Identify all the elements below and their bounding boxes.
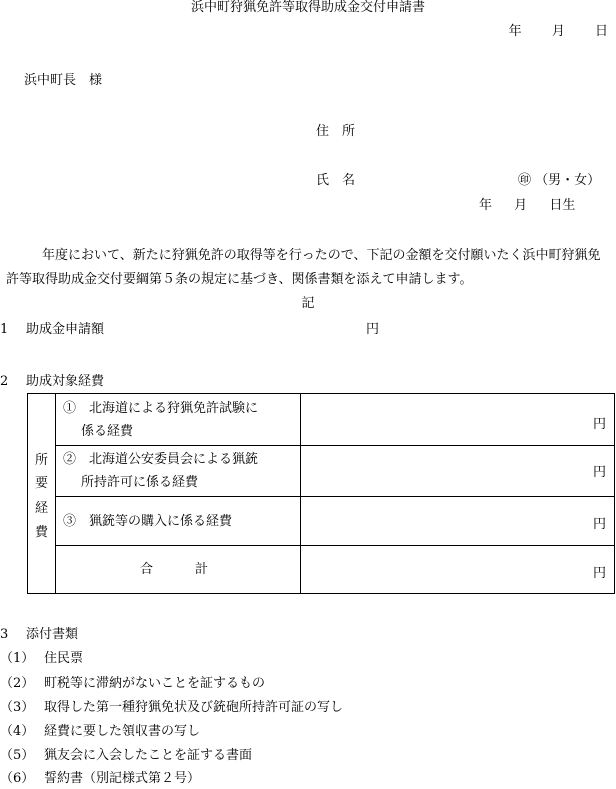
expense-item-line: ① 北海道による狩猟免許試験に [63, 401, 259, 416]
date-year: 年 [508, 24, 522, 39]
expense-item-cell [55, 497, 301, 545]
total-label-b: 計 [195, 562, 209, 577]
attachment-text: 誓約書（別記様式第２号） [44, 771, 201, 786]
date-month: 月 [551, 24, 565, 39]
attachment-text: 町税等に滞納がないことを証するもの [44, 676, 266, 691]
addressee: 浜中町長 様 [24, 73, 103, 88]
expense-row [55, 446, 614, 497]
section-3-number: 3 [0, 627, 9, 642]
gender-choice: （男・女） [535, 173, 601, 188]
birth-day: 日生 [549, 198, 576, 213]
expense-yen: 円 [592, 417, 606, 432]
section-2-label: 助成対象経費 [26, 374, 105, 389]
total-row [55, 546, 614, 593]
birth-date [479, 198, 575, 214]
application-date [483, 24, 608, 40]
section-3-label: 添付書類 [26, 627, 79, 642]
expense-row [55, 497, 614, 546]
attachment-number: （1） [0, 651, 35, 666]
section-3-heading [0, 627, 78, 643]
attachment-text: 取得した第一種狩猟免状及び銃砲所持許可証の写し [44, 700, 344, 715]
attachment-number: （5） [0, 748, 35, 763]
ki-heading: 記 [301, 296, 315, 311]
attachment-number: （3） [0, 700, 35, 715]
expense-yen: 円 [592, 517, 606, 532]
expense-item-cell [55, 394, 301, 445]
document-title: 浜中町狩猟免許等取得助成金交付申請書 [190, 0, 425, 15]
expense-item-line: 所持許可に係る経費 [81, 475, 199, 490]
section-2-heading [0, 374, 104, 390]
expense-side-label [28, 394, 56, 593]
birth-month: 月 [514, 198, 528, 213]
attachment-item [0, 771, 200, 787]
attachment-number: （6） [0, 771, 35, 786]
attachment-item [0, 676, 265, 692]
total-yen: 円 [592, 566, 606, 581]
name-label: 氏 名 [316, 173, 356, 188]
birth-year: 年 [479, 198, 493, 213]
expense-item-cell [55, 446, 301, 496]
total-label [140, 558, 208, 581]
total-label-a: 合 [140, 562, 154, 577]
expense-yen: 円 [592, 465, 606, 480]
seal-and-gender [518, 173, 600, 189]
attachment-text: 住民票 [44, 651, 84, 666]
attachment-item [0, 724, 200, 740]
expense-item-line: ② 北海道公安委員会による猟銃 [63, 452, 259, 467]
section-2-number: 2 [0, 374, 9, 389]
section-1-yen: 円 [366, 322, 380, 337]
attachment-item [0, 651, 83, 667]
section-1-number: 1 [0, 322, 9, 337]
seal-mark: ㊞ [518, 173, 532, 188]
expense-table [27, 393, 615, 594]
application-statement: 年度において、新たに狩猟免許の取得等を行ったので、下記の金額を交付願いたく浜中町狩猟免許等取得助成金交付要綱第５条の規定に基づき、関係書類を添えて申請します。 [6, 248, 601, 287]
total-cell [55, 546, 301, 593]
attachment-text: 経費に要した領収書の写し [44, 724, 201, 739]
side-char: 要 [35, 476, 49, 491]
address-label: 住 所 [316, 124, 356, 139]
side-char: 所 [35, 453, 49, 468]
attachment-item [0, 700, 343, 716]
attachment-number: （2） [0, 676, 35, 691]
attachment-number: （4） [0, 724, 35, 739]
attachment-text: 猟友会に入会したことを証する書面 [44, 748, 253, 763]
expense-item-line: ③ 猟銃等の購入に係る経費 [63, 514, 233, 529]
date-day: 日 [594, 24, 608, 39]
expense-item-line: 係る経費 [81, 424, 134, 439]
section-1-label: 助成金申請額 [26, 322, 105, 337]
section-1-heading [0, 322, 104, 338]
side-char: 経 [35, 501, 49, 516]
side-char: 費 [35, 525, 49, 540]
expense-row [55, 394, 614, 446]
attachment-item [0, 748, 252, 764]
